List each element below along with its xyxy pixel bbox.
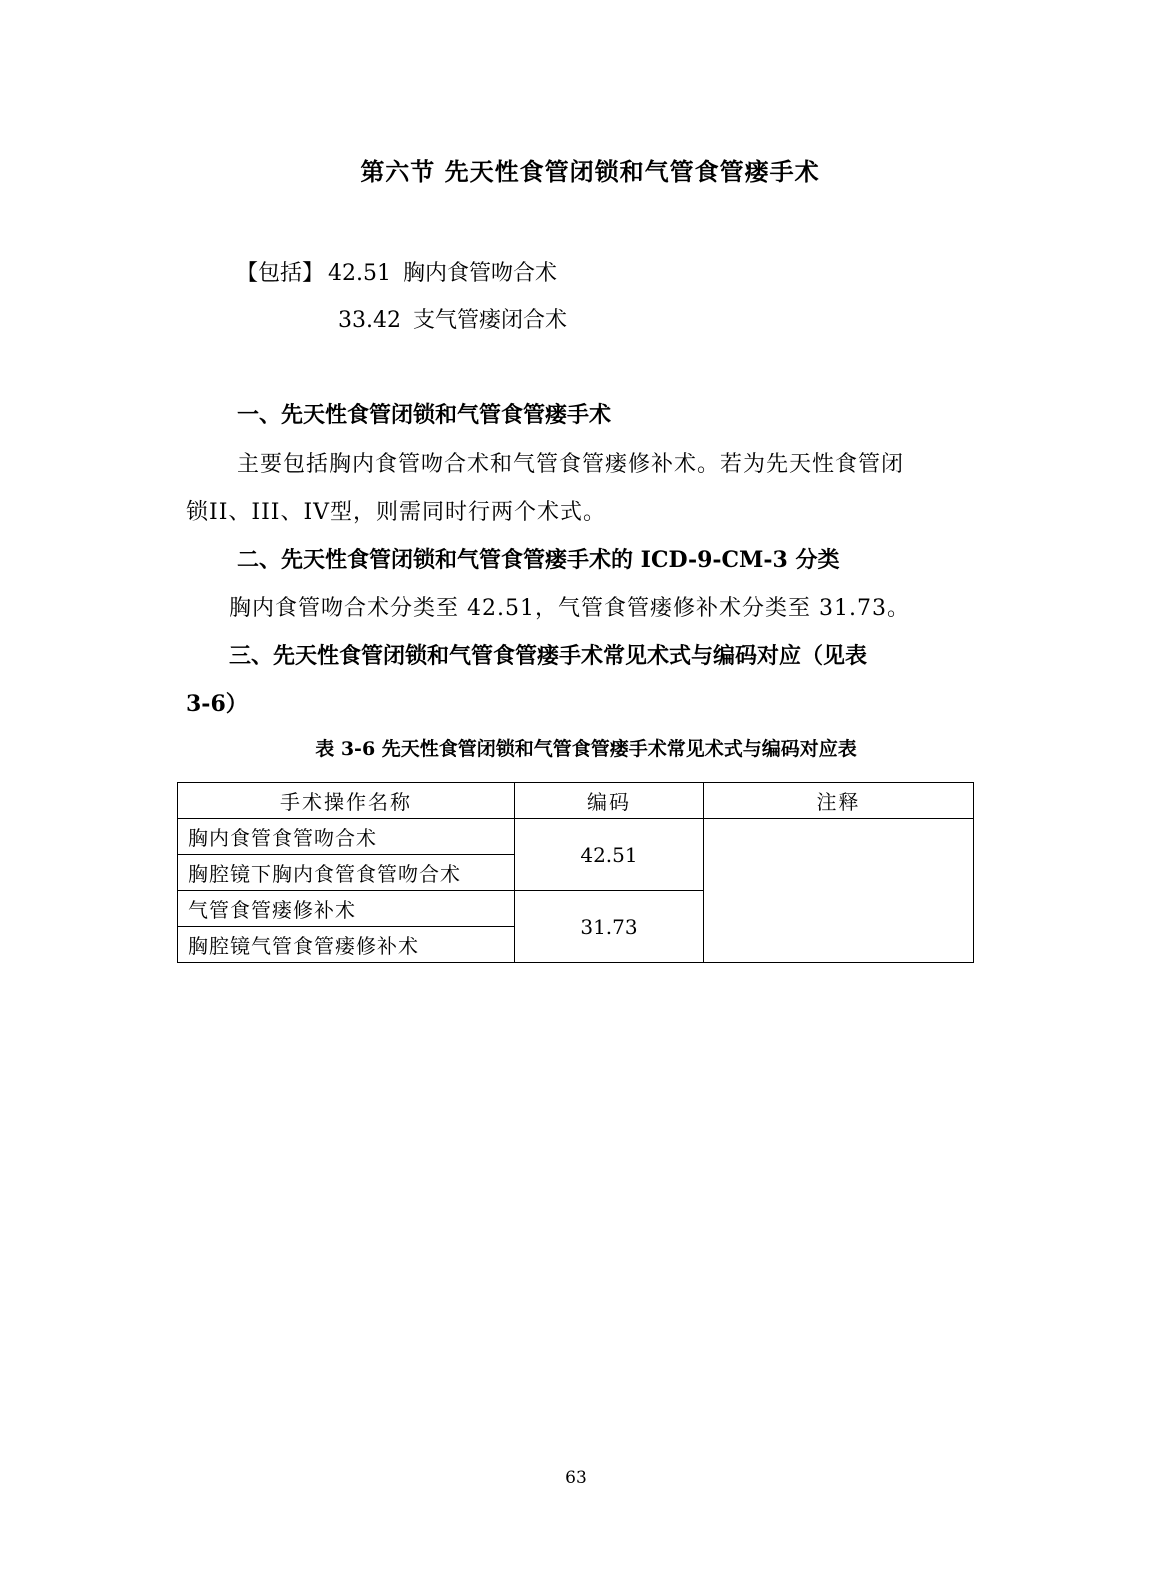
inclusion-line-1	[236, 256, 557, 287]
section-title: 第六节 先天性食管闭锁和气管食管瘘手术	[360, 157, 820, 186]
table-header-row	[178, 783, 974, 819]
header-procedure-name: 手术操作名称	[178, 783, 515, 819]
header-note: 注释	[704, 783, 974, 819]
procedure-name-cell: 气管食管瘘修补术	[178, 891, 515, 927]
inclusion-code: 42.51	[328, 261, 391, 286]
inclusion-name: 支气管瘘闭合术	[412, 308, 567, 333]
heading-section-3-line-2: 3-6）	[186, 691, 248, 717]
paragraph-section-1-line-1: 主要包括胸内食管吻合术和气管食管瘘修补术。若为先天性食管闭	[237, 452, 905, 477]
code-cell: 42.51	[515, 819, 704, 891]
procedure-name-cell: 胸腔镜下胸内食管食管吻合术	[178, 855, 515, 891]
inclusion-name: 胸内食管吻合术	[403, 261, 558, 286]
heading-section-1: 一、先天性食管闭锁和气管食管瘘手术	[237, 402, 612, 428]
inclusion-label: 【包括】	[236, 261, 325, 286]
inclusion-code: 33.42	[338, 308, 401, 333]
header-code: 编码	[515, 783, 704, 819]
procedure-name-cell: 胸腔镜气管食管瘘修补术	[178, 927, 515, 963]
page-number: 63	[565, 1468, 587, 1488]
inclusion-line-2	[334, 303, 567, 334]
table-caption: 表 3-6 先天性食管闭锁和气管食管瘘手术常见术式与编码对应表	[315, 738, 857, 760]
note-cell	[704, 819, 974, 963]
table-row	[178, 819, 974, 855]
heading-section-3-line-1: 三、先天性食管闭锁和气管食管瘘手术常见术式与编码对应（见表	[229, 643, 868, 669]
code-cell: 31.73	[515, 891, 704, 963]
heading-section-2: 二、先天性食管闭锁和气管食管瘘手术的 ICD-9-CM-3 分类	[237, 547, 840, 573]
paragraph-section-2: 胸内食管吻合术分类至 42.51，气管食管瘘修补术分类至 31.73。	[229, 596, 910, 621]
code-table	[177, 782, 974, 963]
paragraph-section-1-line-2: 锁II、III、IV型，则需同时行两个术式。	[186, 500, 607, 525]
procedure-name-cell: 胸内食管食管吻合术	[178, 819, 515, 855]
